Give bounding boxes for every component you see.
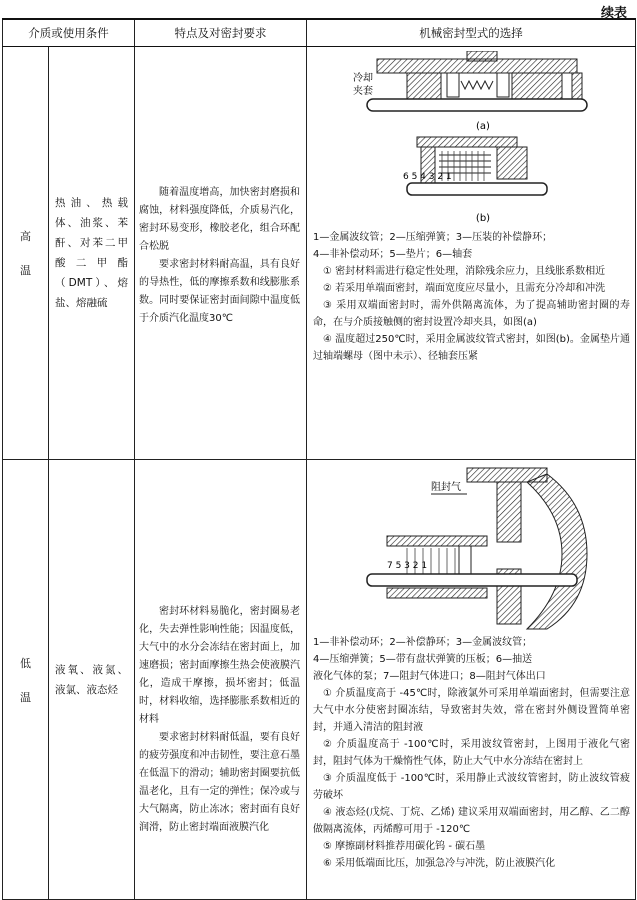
figure-caption: 4—压缩弹簧；5—带有盘状弹簧的压板；6—抽送: [313, 654, 533, 665]
continued-label: 续表: [600, 6, 627, 21]
part-numbers-b: 6 5 4 3 2 1: [402, 172, 452, 182]
note-item: ① 介质温度高于 -45℃时，除液氯外可采用单端面密封，但需要注意大气中水分使密封圈冻结，导致密封失效，常在密封外侧设置简单密封，并通入清洁的阻封液: [313, 688, 630, 733]
condition-char: 温: [20, 690, 31, 704]
note-item: ③ 采用双端面密封时，需外供隔离流体，为了提高辅助密封圈的寿命，在与介质接触侧的密封设置冷却夹具，如图(a): [313, 300, 630, 328]
media-low-temp: 液氧、液氮、液氯、液态烃: [49, 460, 135, 900]
figure-caption: 液化气体的泵；7—阻封气体进口；8—阻封气体出口: [313, 671, 546, 682]
condition-low-temp: [3, 460, 49, 900]
label-jacket: 夹套: [352, 86, 373, 97]
media-high-temp: 热油、热载体、油浆、苯酐、对苯二甲酸二甲酯（DMT）、熔盐、熔融硫: [49, 47, 135, 460]
figure-caption: 4—非补偿动环；5—垫片；6—轴套: [313, 249, 473, 260]
features-low-temp: [135, 460, 307, 900]
header-medium: 介质或使用条件: [3, 19, 135, 47]
row-low-temp: [3, 460, 636, 900]
features-high-temp: [135, 47, 307, 460]
feature-paragraph: 要求密封材料耐高温，具有良好的导热性，低的摩擦系数和线膨胀系数。同时要保证密封面间隙中温度低于介质汽化温度30℃: [139, 259, 300, 324]
note-item: ④ 液态烃(戊烷、丁烷、乙烯) 建议采用双端面密封，用乙醇、乙二醇做隔离流体，丙烯醇可用于 -120℃: [313, 807, 630, 835]
part-numbers: 7 5 3 2 1: [386, 561, 427, 571]
feature-paragraph: 要求密封材料耐低温，要有良好的疲劳强度和冲击韧性，要注意石墨在低温下的滑动；辅助密封圈要抗低温老化，且有一定的弹性；保冷或与大气隔离，防止冻冰；密封面有良好润滑，防止密封端面液膜汽化: [139, 731, 300, 833]
condition-char: 低: [20, 656, 31, 670]
figure-caption: 1—非补偿动环；2—补偿静环；3—金属波纹管；: [313, 637, 533, 648]
header-seal-type: 机械密封型式的选择: [307, 19, 636, 47]
condition-high-temp: [3, 47, 49, 460]
figure-caption: 1—金属波纹管；2—压缩弹簧；3—压装的补偿静环；: [313, 232, 553, 243]
note-item: ① 密封材料需进行稳定性处理，消除残余应力，且线胀系数相近: [323, 266, 606, 277]
condition-char: 高: [20, 230, 31, 243]
note-item: ④ 温度超过250℃时，采用金属波纹管式密封，如图(b)。金属垫片通过轴端螺母（图中未示）、径轴套压紧: [313, 334, 630, 362]
note-item: ③ 介质温度低于 -100℃时，采用静止式波纹管密封，防止波纹管疲劳破坏: [313, 773, 630, 801]
label-barrier-gas: 阻封气: [430, 482, 461, 493]
note-item: ⑤ 摩擦副材料推荐用碳化钨 - 碳石墨: [323, 841, 486, 852]
header-row: [3, 19, 636, 47]
feature-paragraph: 密封环材料易脆化，密封圈易老化，失去弹性影响性能；因温度低，大气中的水分会冻结在密封面上，加速磨损；密封面摩擦生热会使液膜汽化，造成干摩擦，损坏密封；低温时，材料收缩，选择膨胀系数相近的材料: [139, 605, 300, 725]
high-temp-seal-figure: [347, 51, 597, 229]
seal-low-temp: [307, 460, 636, 900]
note-item: ② 介质温度高于 -100℃时，采用波纹管密封，上图用于液化气密封，阻封气体为干燥惰性气体，防止大气中水分冻结在密封上: [313, 739, 630, 767]
note-item: ⑥ 采用低端面比压，加强急冷与冲洗，防止液膜汽化: [323, 858, 556, 869]
note-item: ② 若采用单端面密封，端面宽度应尽量小，且需充分冷却和冲洗: [323, 283, 606, 294]
feature-paragraph: 随着温度增高，加快密封磨损和腐蚀，材料强度降低，介质易汽化，密封环易变形，橡胶老化，组合环配合松脱: [139, 187, 300, 252]
condition-char: 温: [20, 264, 31, 277]
seal-high-temp: [307, 47, 636, 460]
label-part-b: (b): [475, 213, 490, 224]
label-cooling: 冷却: [352, 73, 373, 84]
seal-selection-table: [2, 18, 636, 900]
header-features: 特点及对密封要求: [135, 19, 307, 47]
label-part-a: (a): [475, 121, 490, 132]
row-high-temp: [3, 47, 636, 460]
low-temp-seal-figure: [347, 464, 597, 634]
